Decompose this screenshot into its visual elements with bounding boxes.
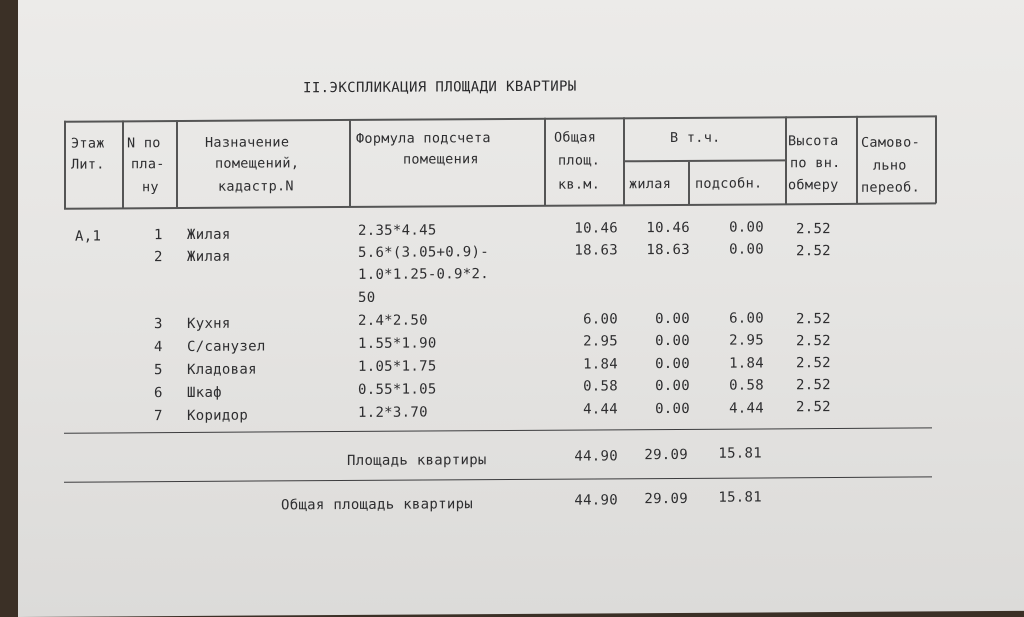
header-floor-2: Лит. — [71, 156, 105, 173]
header-aux: подсобн. — [695, 175, 763, 192]
header-top-border — [64, 115, 936, 122]
table-row-6-num: 6 — [154, 385, 163, 402]
header-incl: В т.ч. — [670, 129, 721, 147]
summary-total-area-living: 29.09 — [644, 490, 688, 508]
table-row-5-height: 2.52 — [796, 355, 831, 372]
table-row-4-aux: 2.95 — [729, 332, 764, 349]
floor-value: А,1 — [75, 228, 102, 245]
table-row-5-formula: 1.05*1.75 — [358, 358, 437, 375]
table-row-5-total: 1.84 — [583, 356, 618, 373]
table-row-6-living: 0.00 — [655, 377, 690, 395]
header-formula-1: Формула подсчета — [356, 130, 491, 147]
table-row-6-aux: 0.58 — [729, 377, 764, 394]
header-selfbuilt-3: переоб. — [861, 179, 920, 196]
table-row-3-living: 0.00 — [655, 310, 690, 328]
table-row-3-height: 2.52 — [796, 311, 831, 328]
col-divider — [785, 116, 787, 204]
table-row-1-num: 1 — [154, 227, 163, 244]
summary-apartment-area-living: 29.09 — [644, 446, 688, 464]
table-row-6-formula: 0.55*1.05 — [358, 381, 437, 398]
table-row-1-total: 10.46 — [574, 220, 618, 237]
header-purpose-1: Назначение — [205, 134, 290, 151]
header-selfbuilt-1: Самово- — [861, 134, 920, 151]
table-row-7-formula: 1.2*3.70 — [358, 404, 428, 421]
header-height-3: обмеру — [788, 176, 839, 194]
table-row-4-num: 4 — [154, 339, 163, 356]
table-row-4-height: 2.52 — [796, 333, 831, 350]
table-row-3-num: 3 — [154, 316, 163, 333]
table-row-1-name: Жилая — [187, 226, 231, 243]
table-row-1-formula: 2.35*4.45 — [358, 222, 437, 239]
table-row-1-living: 10.46 — [646, 219, 690, 237]
table-row-5-aux: 1.84 — [729, 355, 764, 372]
table-row-7-num: 7 — [154, 408, 163, 425]
header-purpose-2: помещений, — [215, 155, 300, 172]
col-divider — [64, 121, 66, 209]
table-separator-2 — [64, 476, 932, 483]
table-separator-1 — [64, 427, 932, 434]
table-row-6-total: 0.58 — [583, 378, 618, 395]
summary-apartment-area-aux: 15.81 — [718, 445, 762, 462]
incl-sub-divider — [623, 159, 785, 161]
table-row-4-living: 0.00 — [655, 332, 690, 350]
table-row-7-living: 0.00 — [655, 400, 690, 418]
header-total-3: кв.м. — [558, 176, 601, 193]
header-bottom-border — [64, 202, 936, 209]
header-selfbuilt-2: льно — [873, 157, 907, 174]
summary-apartment-area-total: 44.90 — [574, 448, 618, 465]
header-num-3: ну — [142, 179, 159, 196]
table-row-1-height: 2.52 — [796, 221, 831, 238]
summary-total-area-total: 44.90 — [574, 492, 618, 509]
col-divider — [688, 162, 690, 205]
header-height-2: по вн. — [790, 154, 841, 172]
table-row-2-living: 18.63 — [646, 241, 690, 259]
summary-apartment-area-label: Площадь квартиры — [347, 452, 487, 469]
col-divider — [623, 117, 625, 205]
table-row-7-name: Коридор — [187, 407, 249, 424]
header-total-1: Общая — [554, 129, 597, 146]
table-row-3-formula: 2.4*2.50 — [358, 312, 428, 329]
table-row-4-total: 2.95 — [583, 333, 618, 350]
table-row-7-aux: 4.44 — [729, 400, 764, 417]
table-row-5-name: Кладовая — [187, 361, 257, 378]
table-row-2-height: 2.52 — [796, 243, 831, 260]
table-row-2-aux: 0.00 — [729, 241, 764, 258]
table-row-3-total: 6.00 — [583, 311, 618, 328]
table-row-2-name: Жилая — [187, 248, 231, 265]
table-row-7-height: 2.52 — [796, 399, 831, 416]
col-divider — [935, 115, 937, 203]
table-row-5-living: 0.00 — [655, 355, 690, 373]
header-living: жилая — [629, 176, 672, 193]
document-sheet — [18, 0, 1024, 617]
document-title: II.ЭКСПЛИКАЦИЯ ПЛОЩАДИ КВАРТИРЫ — [303, 78, 577, 97]
col-divider — [176, 120, 178, 208]
col-divider — [122, 120, 124, 208]
table-row-7-total: 4.44 — [583, 401, 618, 418]
header-purpose-3: кадастр.N — [218, 178, 294, 195]
summary-total-area-aux: 15.81 — [718, 489, 762, 506]
col-divider — [856, 116, 858, 204]
table-row-2-formula-2: 1.0*1.25-0.9*2. — [358, 266, 489, 283]
table-row-2-total: 18.63 — [574, 242, 618, 259]
col-divider — [544, 118, 546, 206]
header-height-1: Высота — [788, 132, 839, 150]
table-row-2-formula-1: 5.6*(3.05+0.9)- — [358, 244, 489, 261]
table-row-6-name: Шкаф — [187, 384, 222, 401]
header-num-1: N по — [127, 135, 161, 152]
summary-total-area-label: Общая площадь квартиры — [281, 496, 474, 514]
table-row-2-formula-3: 50 — [358, 289, 376, 306]
table-row-1-aux: 0.00 — [729, 219, 764, 236]
header-floor-1: Этаж — [71, 135, 105, 152]
table-row-3-aux: 6.00 — [729, 310, 764, 327]
col-divider — [349, 119, 351, 207]
table-row-4-name: С/санузел — [187, 338, 266, 355]
table-row-4-formula: 1.55*1.90 — [358, 335, 437, 352]
header-formula-2: помещения — [403, 151, 479, 168]
table-row-6-height: 2.52 — [796, 377, 831, 394]
table-row-5-num: 5 — [154, 362, 163, 379]
table-row-2-num: 2 — [154, 249, 163, 266]
table-row-3-name: Кухня — [187, 315, 231, 332]
header-num-2: пла- — [131, 156, 165, 173]
header-total-2: площ. — [558, 152, 601, 169]
